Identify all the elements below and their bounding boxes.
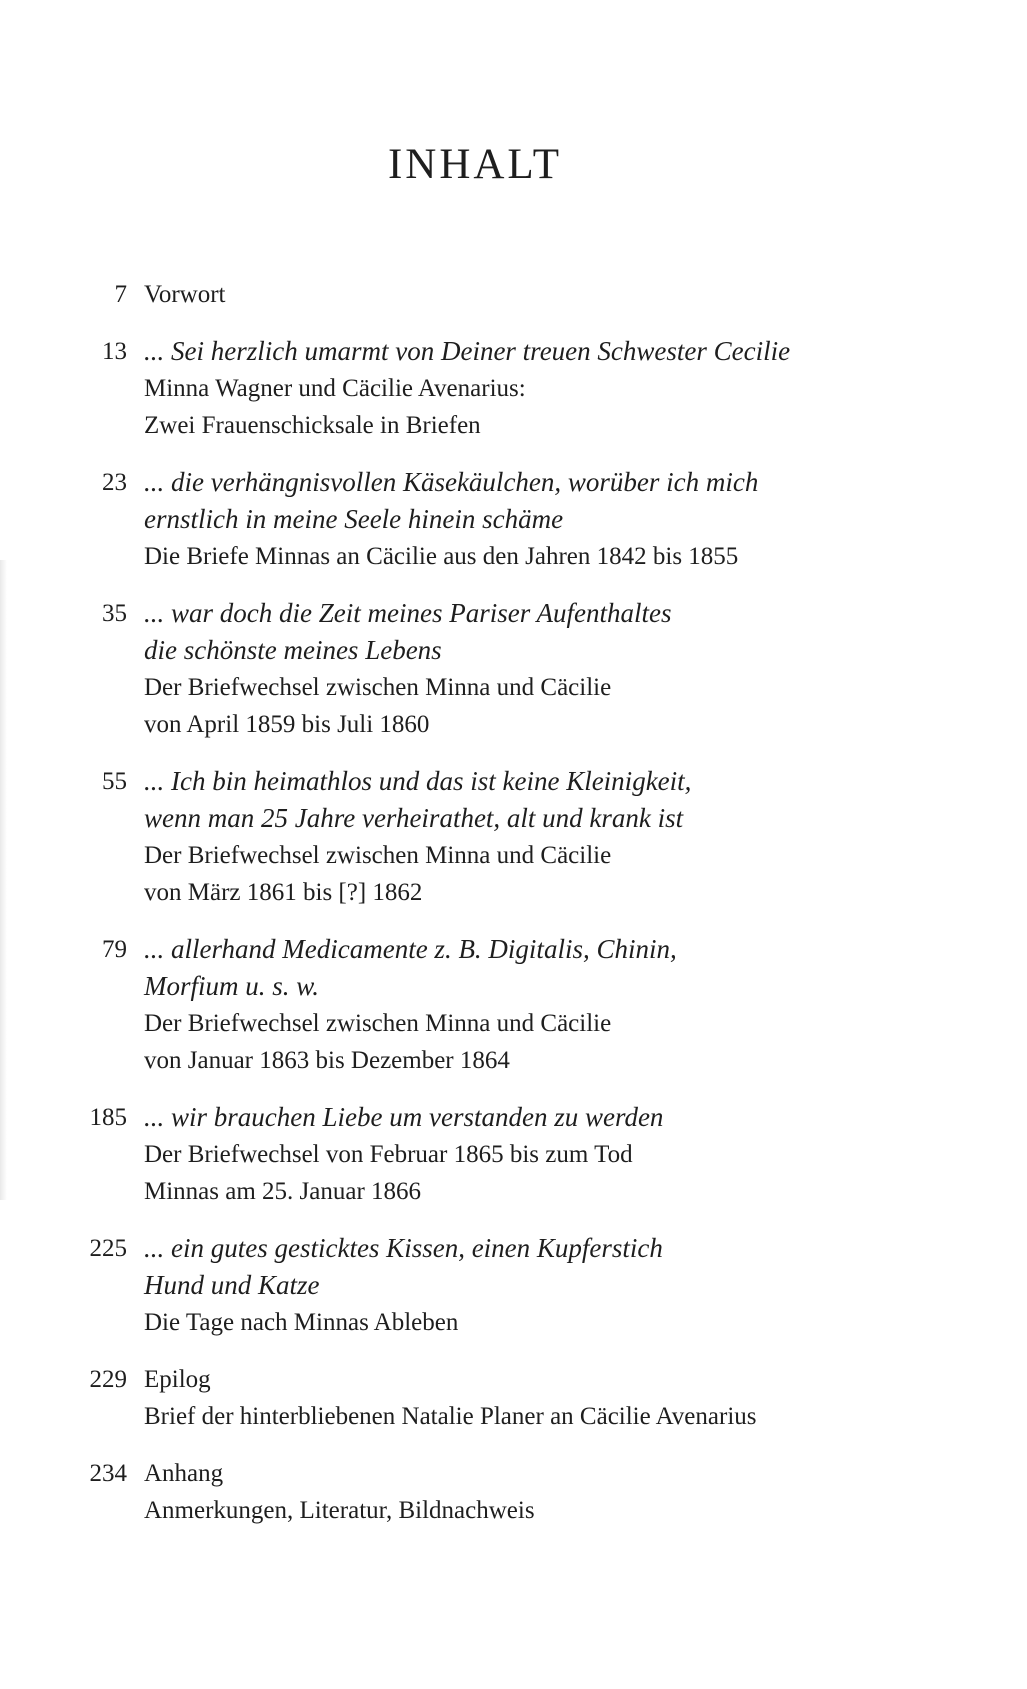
toc-description-line: von Januar 1863 bis Dezember 1864 xyxy=(144,1047,510,1074)
page-title: INHALT xyxy=(387,141,563,188)
toc-quote-line: ... war doch die Zeit meines Pariser Aufenthaltes xyxy=(144,598,672,628)
toc-entry-text xyxy=(144,276,864,313)
toc-page-number: 7 xyxy=(114,281,127,308)
toc-description-line: Der Briefwechsel zwischen Minna und Cäcilie xyxy=(144,842,612,869)
toc-page-number: 35 xyxy=(102,600,127,627)
toc-entry-text xyxy=(144,931,864,1079)
toc-entry xyxy=(0,464,1000,575)
toc-entry xyxy=(0,1099,1000,1210)
toc-entry xyxy=(0,595,1000,743)
toc-page-number: 185 xyxy=(89,1104,127,1131)
toc-description-line: Minna Wagner und Cäcilie Avenarius: xyxy=(144,375,526,402)
toc-quote-line: ... allerhand Medicamente z. B. Digitalis, Chinin, xyxy=(144,934,677,964)
toc-page-number: 229 xyxy=(89,1366,127,1393)
toc-entry-text xyxy=(144,1361,864,1435)
toc-description-line: von März 1861 bis [?] 1862 xyxy=(144,879,423,906)
toc-quote-line: wenn man 25 Jahre verheirathet, alt und krank ist xyxy=(144,803,684,833)
toc-quote-line: Morfium u. s. w. xyxy=(144,971,320,1001)
toc-entry xyxy=(0,763,1000,911)
toc-entry-text xyxy=(144,595,864,743)
toc-quote-line: die schönste meines Lebens xyxy=(144,635,442,665)
toc-entry xyxy=(0,1455,1000,1529)
toc-quote-line: ... Sei herzlich umarmt von Deiner treuen Schwester Cecilie xyxy=(144,336,791,366)
toc-page-number: 79 xyxy=(102,936,127,963)
toc-quote-line: ... ein gutes gesticktes Kissen, einen Kupferstich xyxy=(144,1233,663,1263)
toc-page-number: 234 xyxy=(89,1460,127,1487)
toc-entry-text xyxy=(144,763,864,911)
toc-entry xyxy=(0,931,1000,1079)
toc-description-line: Der Briefwechsel zwischen Minna und Cäcilie xyxy=(144,1010,612,1037)
toc-entry-text xyxy=(144,464,864,575)
toc-quote-line: ... wir brauchen Liebe um verstanden zu werden xyxy=(144,1102,664,1132)
toc-description-line: Epilog xyxy=(144,1366,211,1393)
toc-description-line: Zwei Frauenschicksale in Briefen xyxy=(144,412,481,439)
toc-page-number: 23 xyxy=(102,469,127,496)
toc-description-line: Die Tage nach Minnas Ableben xyxy=(144,1309,459,1336)
toc-description-line: Der Briefwechsel von Februar 1865 bis zum Tod xyxy=(144,1141,633,1168)
toc-entry-text xyxy=(144,1230,864,1341)
toc-page-number: 225 xyxy=(89,1235,127,1262)
toc-description-line: Die Briefe Minnas an Cäcilie aus den Jahren 1842 bis 1855 xyxy=(144,543,739,570)
toc-entry-text xyxy=(144,1099,864,1210)
table-of-contents xyxy=(0,276,1000,1549)
toc-entry-text xyxy=(144,1455,864,1529)
toc-quote-line: ... Ich bin heimathlos und das ist keine Kleinigkeit, xyxy=(144,766,692,796)
toc-page-number: 13 xyxy=(102,338,127,365)
toc-description-line: Der Briefwechsel zwischen Minna und Cäcilie xyxy=(144,674,612,701)
toc-description-line: Vorwort xyxy=(144,281,226,308)
toc-entry xyxy=(0,276,1000,313)
toc-entry-text xyxy=(144,333,864,444)
toc-page-number: 55 xyxy=(102,768,127,795)
toc-description-line: Minnas am 25. Januar 1866 xyxy=(144,1178,422,1205)
toc-description-line: Brief der hinterbliebenen Natalie Planer an Cäcilie Avenarius xyxy=(144,1403,757,1430)
toc-description-line: Anmerkungen, Literatur, Bildnachweis xyxy=(144,1497,535,1524)
toc-entry xyxy=(0,1361,1000,1435)
toc-quote-line: ... die verhängnisvollen Käsekäulchen, worüber ich mich xyxy=(144,467,759,497)
toc-description-line: von April 1859 bis Juli 1860 xyxy=(144,711,430,738)
toc-quote-line: Hund und Katze xyxy=(144,1270,320,1300)
toc-quote-line: ernstlich in meine Seele hinein schäme xyxy=(144,504,564,534)
toc-entry xyxy=(0,1230,1000,1341)
toc-description-line: Anhang xyxy=(144,1460,224,1487)
toc-entry xyxy=(0,333,1000,444)
